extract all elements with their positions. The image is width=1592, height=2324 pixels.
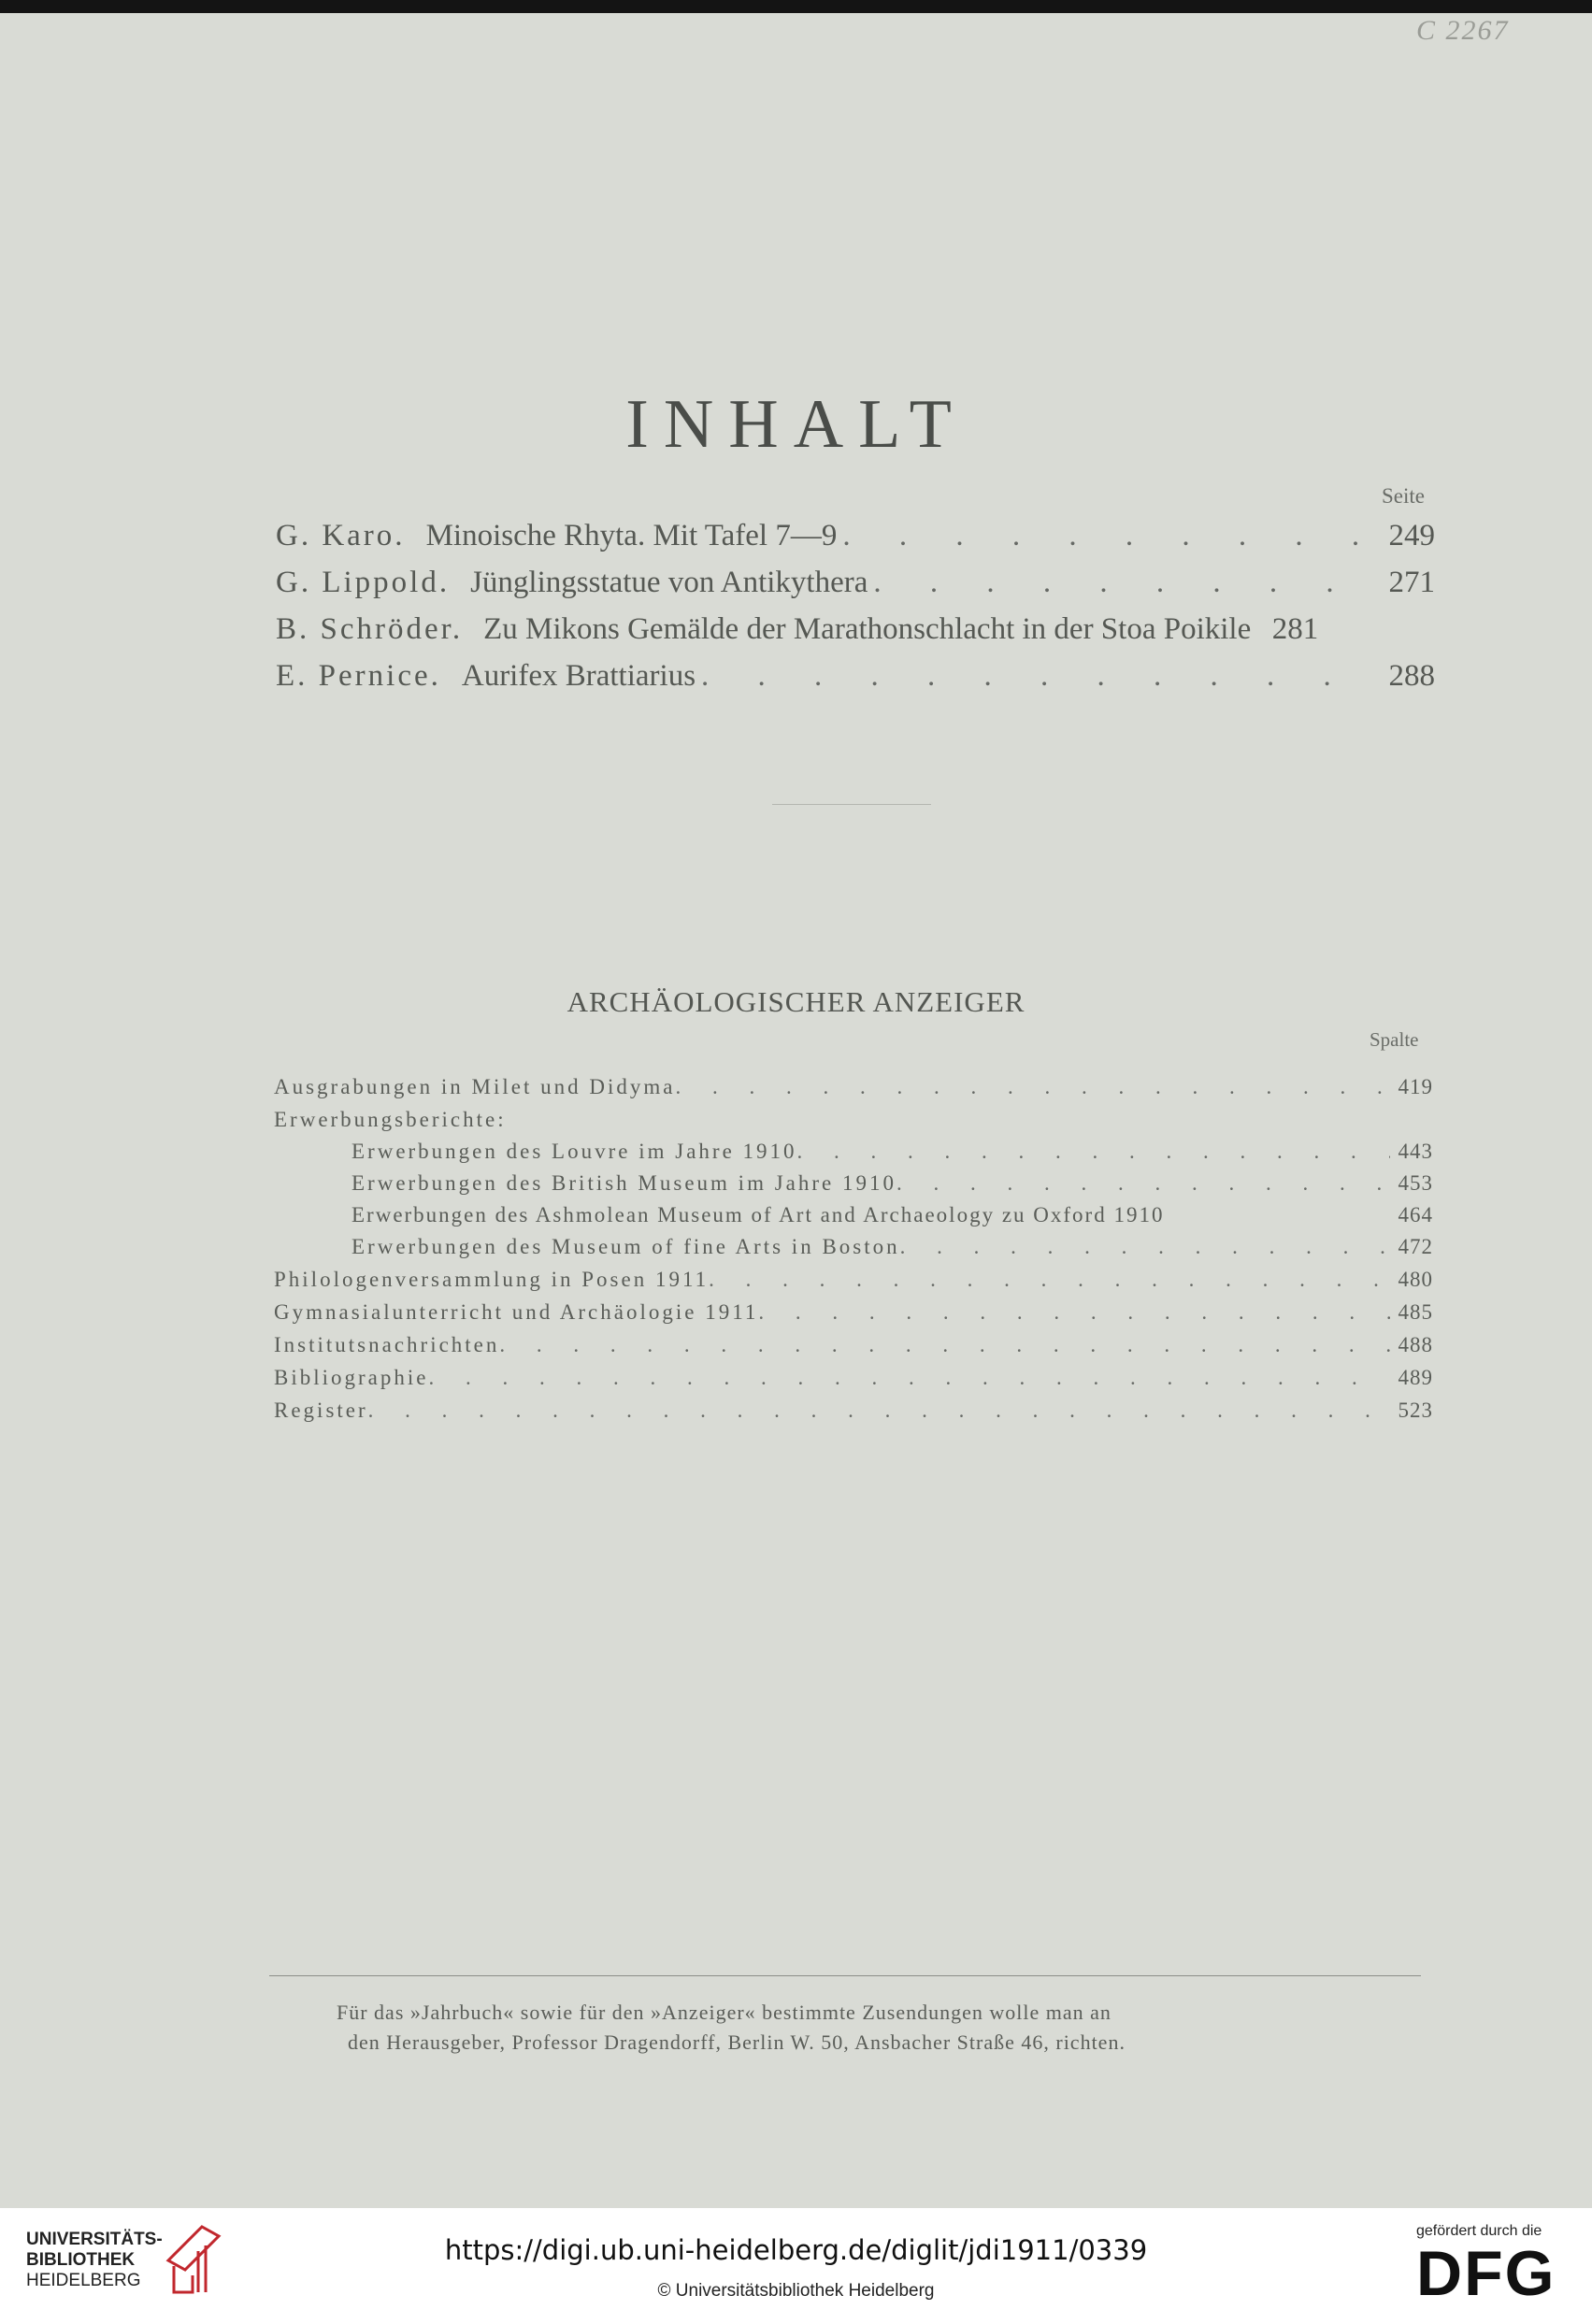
anzeiger-entry	[274, 1268, 1433, 1299]
leader-dots	[896, 1171, 1390, 1196]
entry-text: Erwerbungen des Louvre im Jahre 1910	[351, 1140, 797, 1163]
entry-text: Ausgrabungen in Milet und Didyma	[274, 1075, 676, 1098]
anzeiger-subentry	[351, 1171, 1433, 1203]
library-name-line2: BIBLIOTHEK	[26, 2250, 136, 2270]
entry-text: Institutsnachrichten	[274, 1333, 500, 1356]
anzeiger-entry	[274, 1333, 1433, 1365]
entry-page: 485	[1398, 1300, 1433, 1324]
entry-text: Philologenversammlung in Posen 1911	[274, 1268, 710, 1291]
entry-text: Gymnasialunterricht und Archäologie 1911	[274, 1300, 759, 1324]
entry-author: B. Schröder.	[276, 612, 464, 646]
contents-entry	[276, 612, 1435, 655]
leader-dots	[675, 1075, 1390, 1099]
library-bar	[0, 2208, 1592, 2324]
entry-author: E. Pernice.	[276, 659, 441, 693]
entry-page: 464	[1398, 1203, 1433, 1227]
entry-author: G. Lippold.	[276, 566, 451, 599]
entry-text: Bibliographie	[274, 1366, 429, 1389]
entry-author: G. Karo.	[276, 519, 406, 552]
entry-text: Erwerbungen des Museum of fine Arts in Boston	[351, 1235, 900, 1258]
entry-page: 489	[1398, 1366, 1433, 1389]
entry-page: 472	[1398, 1235, 1433, 1258]
leader-dots	[499, 1333, 1390, 1357]
contents-entry	[276, 659, 1435, 702]
anzeiger-entry	[274, 1399, 1433, 1430]
footer-note-line2: den Herausgeber, Professor Dragendorff, Berlin W. 50, Ansbacher Straße 46, richten.	[348, 2030, 1126, 2054]
entry-title: Zu Mikons Gemälde der Marathonschlacht in der Stoa Poikile	[483, 612, 1252, 646]
dfg-logo: DFG	[1416, 2238, 1556, 2309]
entry-page: 249	[1388, 519, 1435, 552]
leader-dots	[701, 659, 1373, 694]
anzeiger-subentry	[351, 1235, 1433, 1267]
leader-dots	[368, 1399, 1390, 1423]
entry-title: Aurifex Brattiarius	[461, 659, 696, 693]
anzeiger-entry	[274, 1366, 1433, 1398]
entry-page: 453	[1398, 1171, 1433, 1195]
anzeiger-subentry	[351, 1203, 1433, 1235]
entry-page: 419	[1398, 1075, 1433, 1098]
corner-shelfmark: C 2267	[1416, 15, 1510, 46]
anzeiger-subentry	[351, 1140, 1433, 1171]
entry-text: Register	[274, 1399, 368, 1422]
entry-page: 523	[1398, 1399, 1433, 1422]
entry-page: 271	[1388, 566, 1435, 599]
leader-dots	[873, 566, 1373, 600]
page-title: INHALT	[625, 385, 967, 463]
entry-title: Minoische Rhyta. Mit Tafel 7—9	[425, 519, 838, 552]
entry-page: 488	[1398, 1333, 1433, 1356]
leader-dots	[709, 1268, 1390, 1292]
copyright-text: © Universitätsbibliothek Heidelberg	[657, 2281, 935, 2301]
top-border	[0, 0, 1592, 13]
leader-dots	[900, 1235, 1390, 1259]
contents-entry	[276, 566, 1435, 609]
funded-by-label: gefördert durch die	[1416, 2223, 1542, 2239]
anzeiger-entry	[274, 1075, 1433, 1107]
leader-dots	[797, 1140, 1390, 1164]
contents-entry	[276, 519, 1435, 562]
leader-dots	[758, 1300, 1390, 1325]
leader-dots	[428, 1366, 1390, 1390]
entry-page: 480	[1398, 1268, 1433, 1291]
contents-column-label: Seite	[1382, 484, 1425, 508]
entry-text: Erwerbungsberichte:	[274, 1108, 507, 1131]
permalink-link[interactable]: https://digi.ub.uni-heidelberg.de/diglit/jdi1911/0339	[444, 2234, 1148, 2266]
entry-page: 443	[1398, 1140, 1433, 1163]
library-name-line1: UNIVERSITÄTS-	[26, 2230, 163, 2249]
section-divider	[772, 804, 931, 805]
library-name-line3: HEIDELBERG	[26, 2271, 141, 2290]
anzeiger-title: ARCHÄOLOGISCHER ANZEIGER	[567, 985, 1025, 1018]
entry-page: 288	[1388, 659, 1435, 693]
entry-title: Jünglingsstatue von Antikythera	[470, 566, 868, 599]
anzeiger-column-label: Spalte	[1370, 1028, 1419, 1051]
anzeiger-entry	[274, 1300, 1433, 1332]
entry-page: 281	[1271, 612, 1319, 646]
footer-rule	[269, 1975, 1421, 1976]
entry-text: Erwerbungen des Ashmolean Museum of Art and Archaeology zu Oxford 1910	[351, 1203, 1165, 1227]
entry-text: Erwerbungen des British Museum im Jahre 1910	[351, 1171, 896, 1195]
footer-note-line1: Für das »Jahrbuch« sowie für den »Anzeiger« bestimmte Zusendungen wolle man an	[337, 2001, 1112, 2024]
anzeiger-entry	[274, 1108, 1433, 1140]
leader-dots	[842, 519, 1373, 553]
